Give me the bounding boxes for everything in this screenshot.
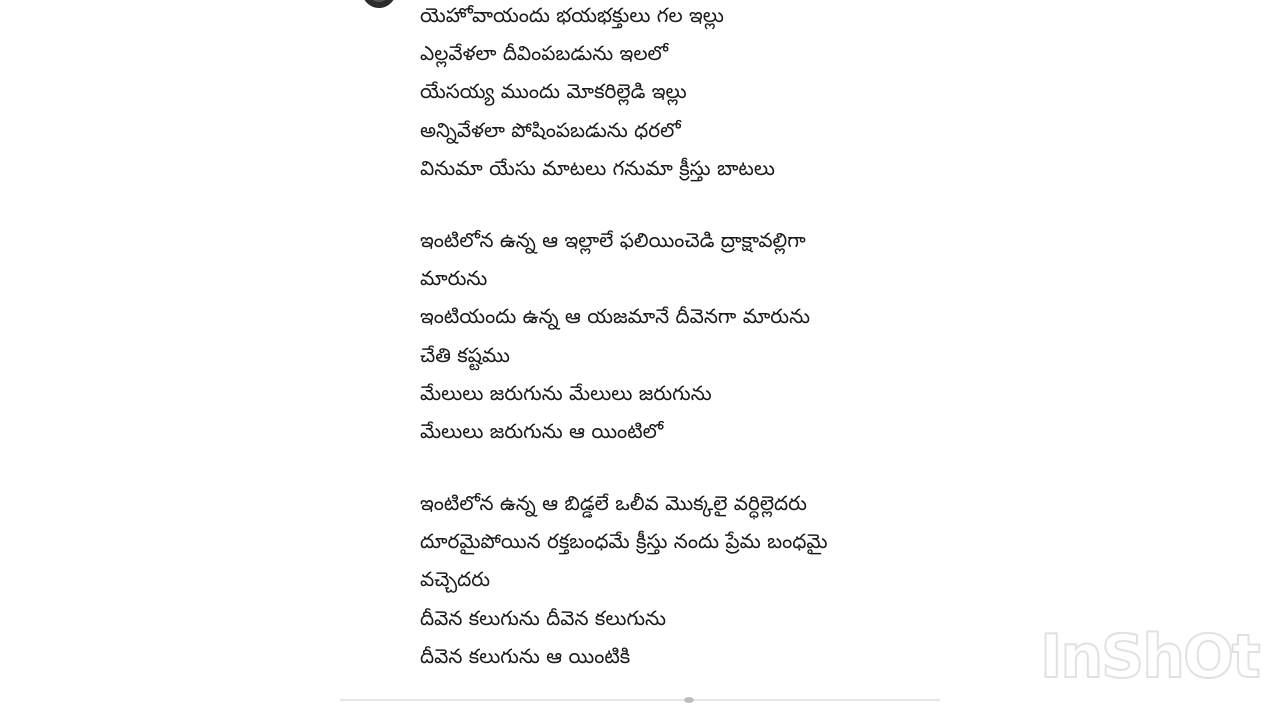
lyric-line: మేలులు జరుగును మేలులు జరుగును bbox=[420, 380, 712, 405]
stanza-2 bbox=[420, 221, 920, 450]
lyric-line: మేలులు జరుగును ఆ యింటిలో bbox=[420, 418, 664, 443]
lyric-line: చేతి కష్టము bbox=[420, 342, 510, 367]
scroll-indicator bbox=[684, 697, 694, 703]
lyric-line: మారును bbox=[420, 266, 488, 291]
lyric-line: అన్నివేళలా పోషింపబడును ధరలో bbox=[420, 117, 681, 142]
lyrics-block bbox=[420, 0, 920, 709]
lyric-line: వచ్చెదరు bbox=[420, 567, 491, 592]
divider bbox=[340, 699, 940, 701]
inshot-watermark: InShOt bbox=[1040, 622, 1259, 692]
lyric-line: దూరమైపోయిన రక్తబంధమే క్రీస్తు నందు ప్రేమ బంధమై bbox=[420, 529, 828, 554]
lyric-line: యెహోవాయందు భయభక్తులు గల ఇల్లు bbox=[420, 3, 724, 27]
lyric-line: వినుమా యేసు మాటలు గనుమా క్రీస్తు బాటలు bbox=[420, 155, 775, 180]
lyric-line: దీవెన కలుగును దీవెన కలుగును bbox=[420, 605, 666, 630]
lyric-line: ఇంటియందు ఉన్న ఆ యజమానే దీవెనగా మారును bbox=[420, 304, 811, 329]
lyric-line: ఇంటిలోన ఉన్న ఆ బిడ్డలే ఒలీవ మొక్కలై వర్ధిల్లెదరు bbox=[420, 491, 807, 516]
stanza-1 bbox=[420, 0, 920, 187]
lyric-line: ఇంటిలోన ఉన్న ఆ ఇల్లాలే ఫలియించెడి ద్రాక్షావల్లిగా bbox=[420, 227, 806, 252]
stanza-3 bbox=[420, 484, 920, 675]
lyric-line: ఎల్లవేళలా దీవింపబడును ఇలలో bbox=[420, 41, 669, 66]
avatar bbox=[362, 0, 396, 8]
lyric-line: యేసయ్య ముందు మోకరిల్లెడి ఇల్లు bbox=[420, 79, 687, 104]
lyric-line: దీవెన కలుగును ఆ యింటికి bbox=[420, 643, 631, 668]
